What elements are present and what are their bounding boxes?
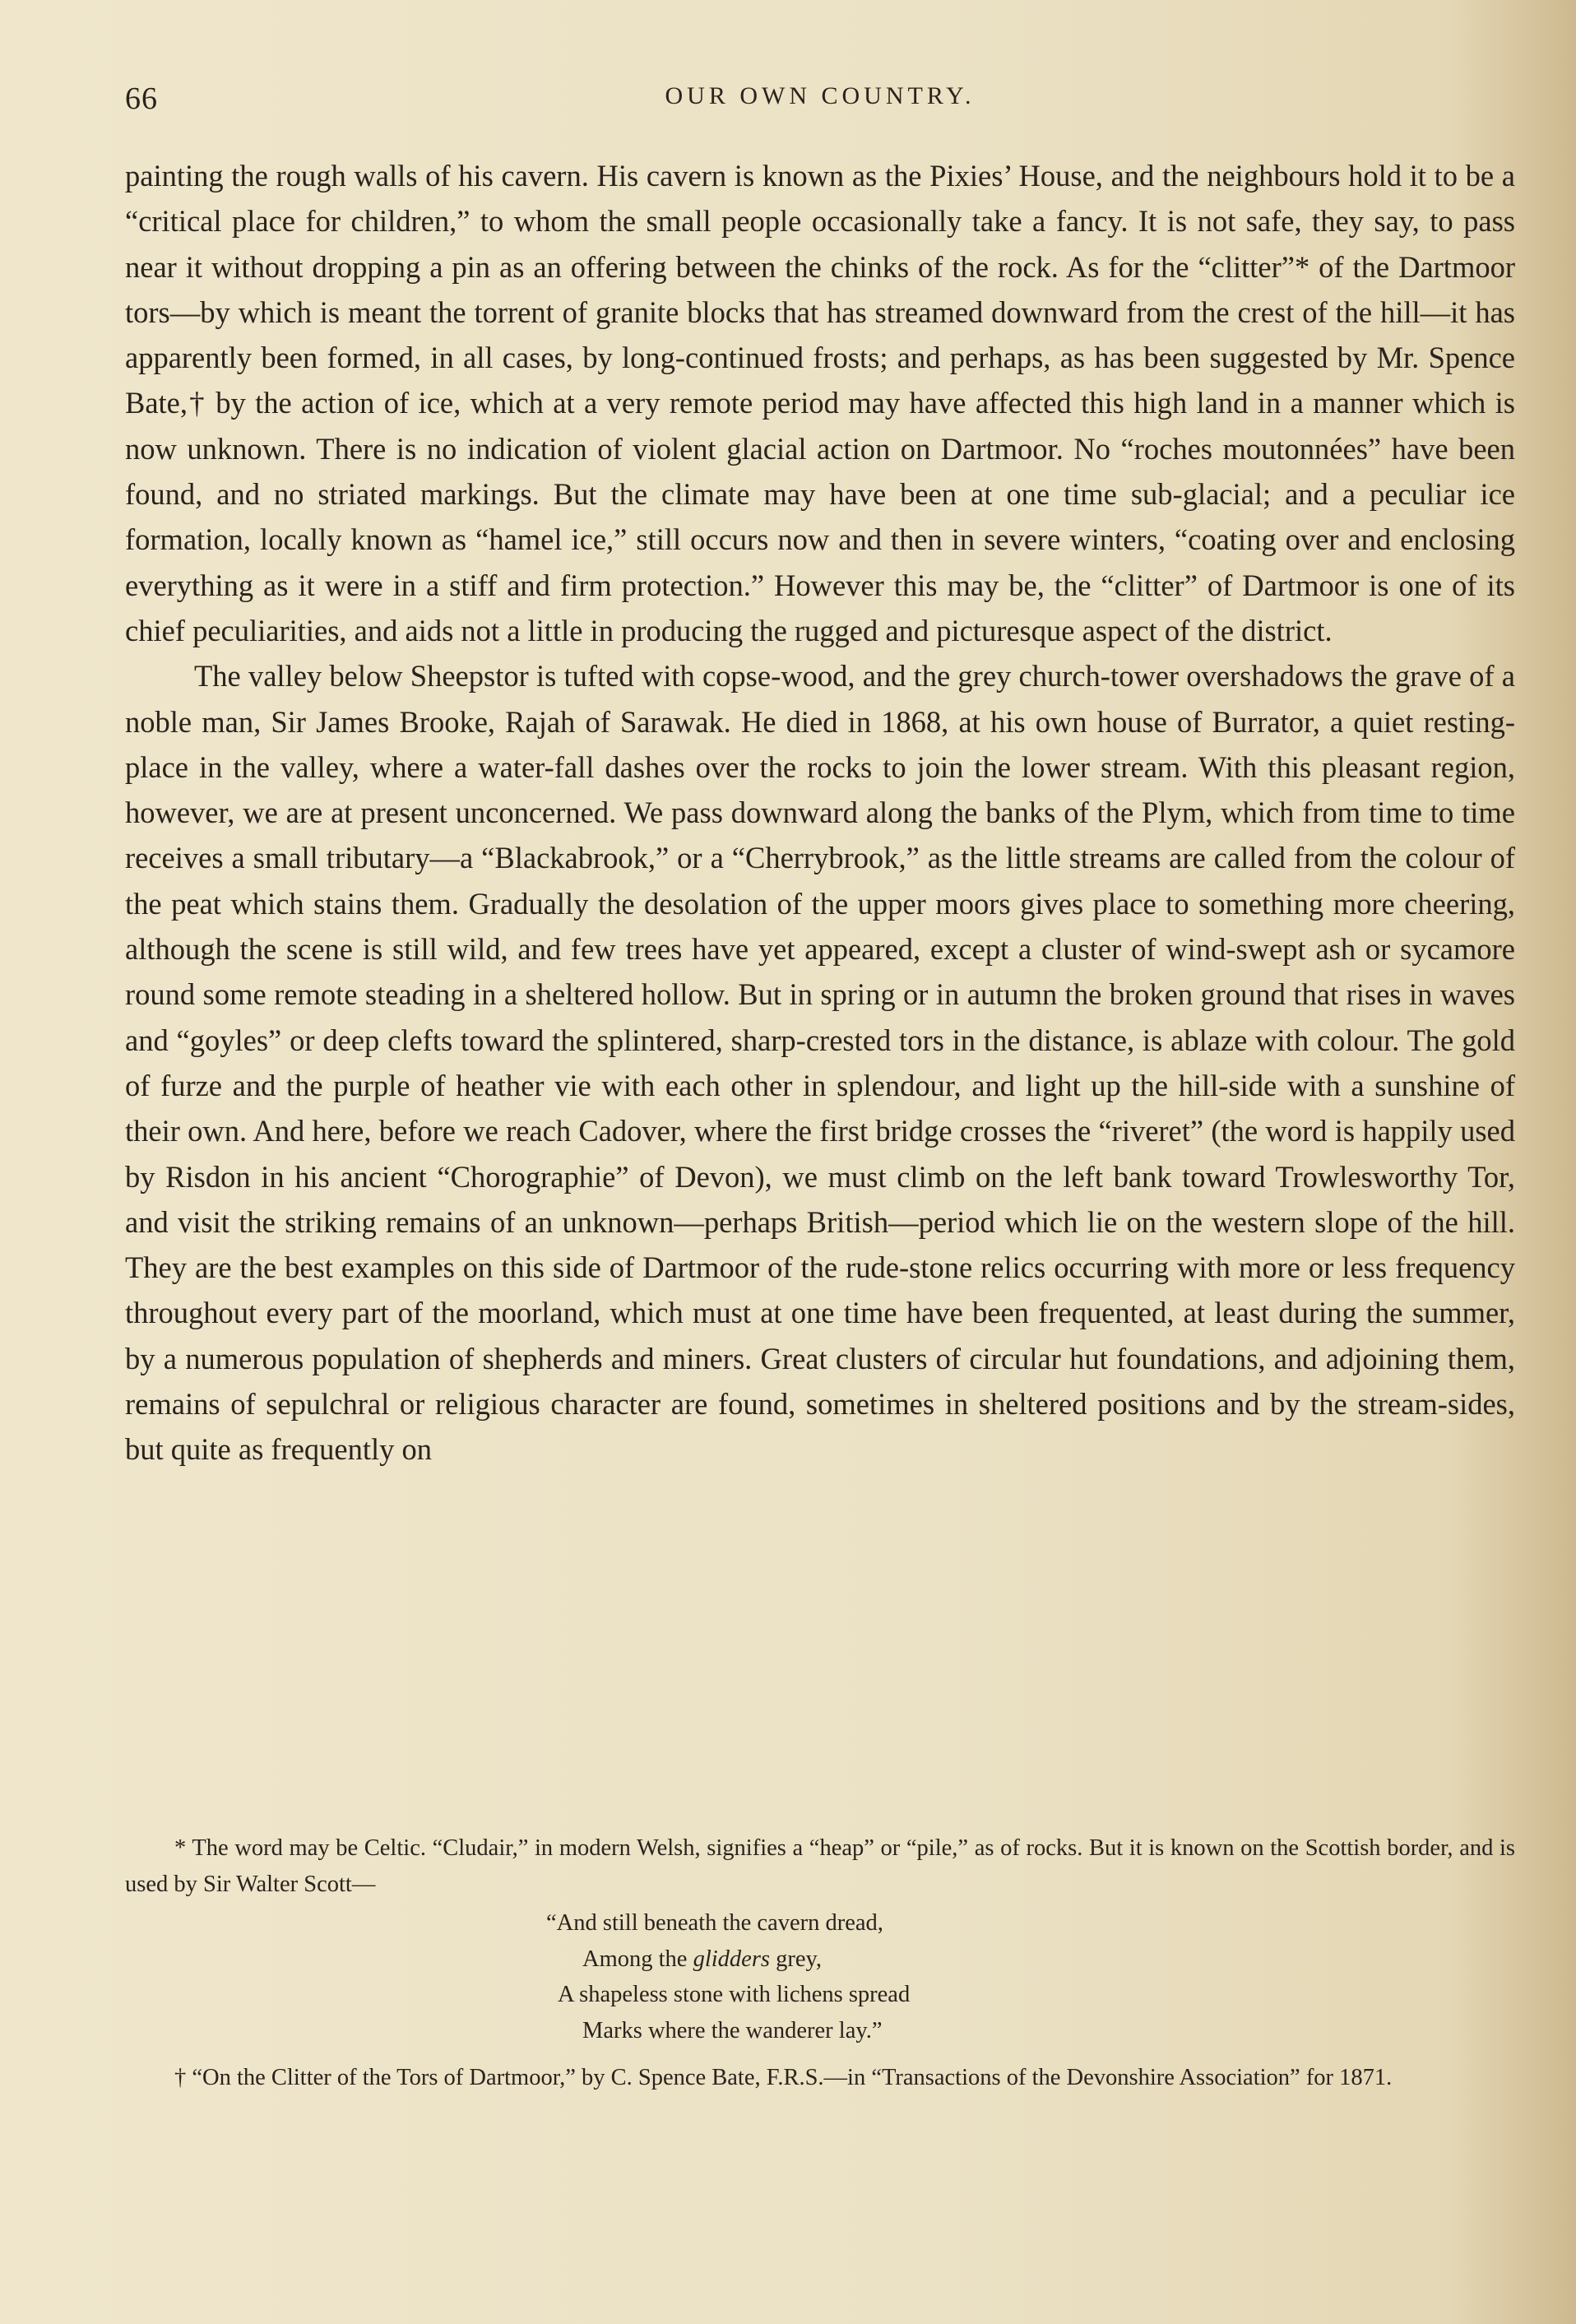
footnotes <box>125 1830 1515 2096</box>
verse-italic-word: glidders <box>693 1946 770 1972</box>
verse-text: Among the <box>582 1946 693 1972</box>
footnote-spence-bate: † “On the Clitter of the Tors of Dartmoor,” by C. Spence Bate, F.R.S.—in “Transactions of the Devonshire Association” for 1871. <box>174 2065 1393 2090</box>
running-head <box>125 81 1515 120</box>
body-text <box>125 153 1515 1473</box>
running-title: OUR OWN COUNTRY. <box>665 82 976 109</box>
page-number: 66 <box>125 81 158 116</box>
footnote-clitter: * The word may be Celtic. “Cludair,” in modern Welsh, signifies a “heap” or “pile,” as of rocks. But it is known on the Scottish border, and is used by Sir Walter Scott— <box>125 1835 1515 1897</box>
verse-line: Marks where the wanderer lay.” <box>582 2017 883 2043</box>
paragraph-valley: The valley below Sheepstor is tufted with copse-wood, and the grey church-tower overshadows the grave of a noble man, Sir James Brooke, Rajah of Sarawak. He died in 1868, at his own house of Burrator, a quiet resting-place in the valley, where a water-fall dashes over the rocks to join the lower stream. With this pleasant region, however, we are at present unconcerned. We pass downward along the banks of the Plym, which from time to time receives a small tributary—a “Blackabrook,” or a “Cherrybrook,” as the little streams are called from the colour of the peat which stains them. Gradually the desolation of the upper moors gives place to something more cheering, although the scene is still wild, and few trees have yet appeared, except a cluster of wind-swept ash or sycamore round some remote steading in a sheltered hollow. But in spring or in autumn the broken ground that rises in waves and “goyles” or deep clefts toward the splintered, sharp-crested tors in the distance, is ablaze with colour. The gold of furze and the purple of heather vie with each other in splendour, and light up the hill-side with a sunshine of their own. And here, before we reach Cadover, where the first bridge crosses the “riveret” (the word is happily used by Risdon in his ancient “Chorographie” of Devon), we must climb on the left bank toward Trowlesworthy Tor, and visit the striking remains of an unknown—perhaps British—period which lie on the western slope of the hill. They are the best examples on this side of Dartmoor of the rude-stone relics occurring with more or less frequency throughout every part of the moorland, which must at one time have been frequented, at least during the summer, by a numerous population of shepherds and miners. Great clusters of circular hut foundations, and adjoining them, remains of sepulchral or religious character are found, sometimes in sheltered positions and by the stream-sides, but quite as frequently on <box>125 659 1515 1467</box>
quoted-verse <box>125 1905 1515 2048</box>
verse-line <box>546 1941 1515 1978</box>
verse-line: A shapeless stone with lichens spread <box>558 1982 911 2007</box>
paragraph-continued: painting the rough walls of his cavern. His cavern is known as the Pixies’ House, and the neighbours hold it to be a “critical place for children,” to whom the small people occasionally take a fancy. It is not safe, they say, to pass near it without dropping a pin as an offering between the chinks of the rock. As for the “clitter”* of the Dartmoor tors—by which is meant the torrent of granite blocks that has streamed downward from the crest of the hill—it has apparently been formed, in all cases, by long-continued frosts; and perhaps, as has been suggested by Mr. Spence Bate,† by the action of ice, which at a very remote period may have affected this high land in a manner which is now unknown. There is no indication of violent glacial action on Dartmoor. No “roches moutonnées” have been found, and no striated markings. But the climate may have been at one time sub-glacial; and a peculiar ice formation, locally known as “hamel ice,” still occurs now and then in severe winters, “coating over and enclosing everything as it were in a stiff and firm protection.” However this may be, the “clitter” of Dartmoor is one of its chief peculiarities, and aids not a little in producing the rugged and picturesque aspect of the district. <box>125 159 1515 647</box>
verse-text: grey, <box>770 1946 823 1972</box>
verse-line: “And still beneath the cavern dread, <box>546 1910 883 1936</box>
